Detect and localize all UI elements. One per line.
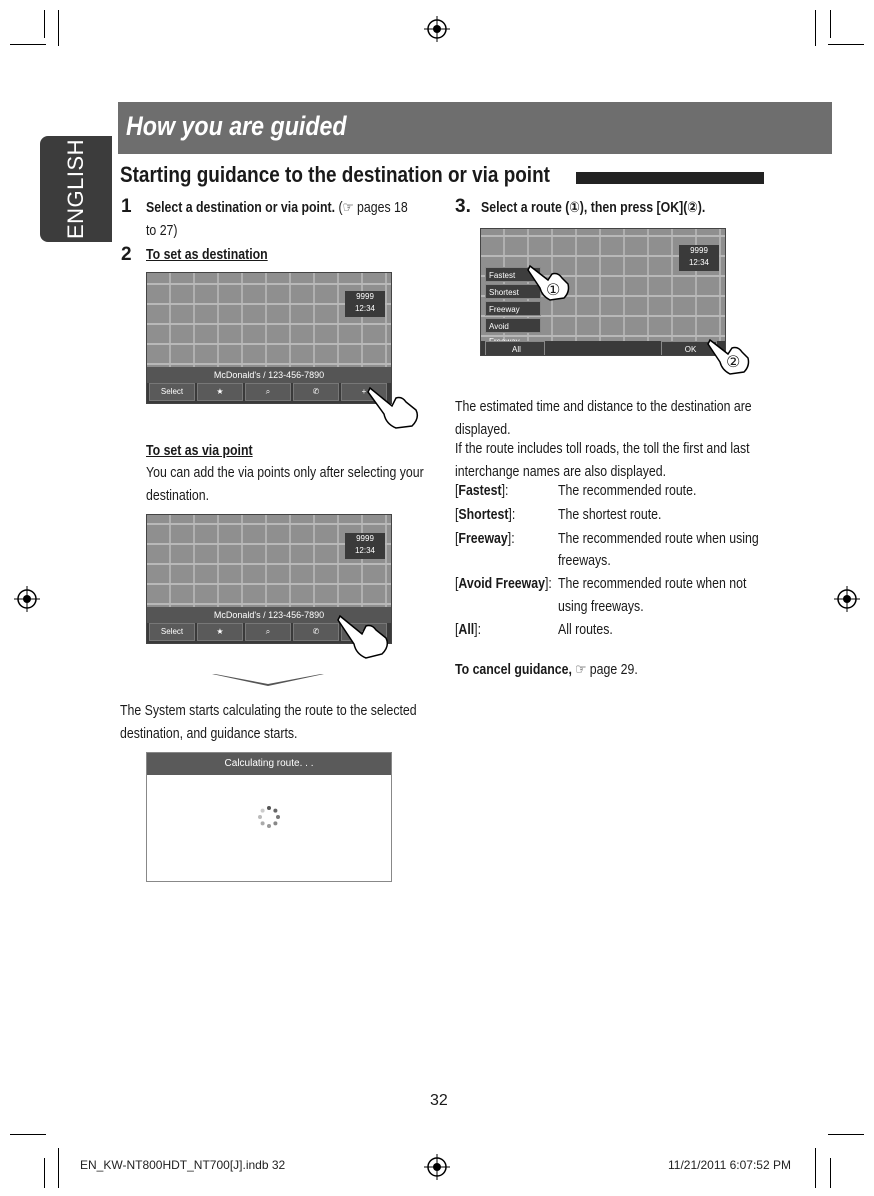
clock-panel: [345, 533, 385, 559]
crop-mark: [10, 44, 46, 45]
via-text-line2: destination.: [146, 488, 210, 504]
def-term-fastest: [Fastest]:: [455, 483, 509, 499]
step-3-text: Select a route (①), then press [OK](②).: [481, 200, 706, 216]
map-toolbar: [147, 383, 391, 403]
callout-2: ②: [726, 354, 741, 371]
def-term-label: Freeway: [458, 531, 508, 547]
cancel-guidance-note: [455, 659, 638, 682]
calculating-route-screen: [146, 752, 392, 882]
time-readout: 12:34: [688, 258, 710, 267]
step-1-page-ref: (☞ pages 18: [338, 200, 408, 216]
print-slug-left: EN_KW-NT800HDT_NT700[J].indb 32: [80, 1158, 286, 1172]
distance-readout: 9999: [356, 292, 374, 301]
cancel-guidance-label: To cancel guidance,: [455, 662, 572, 678]
def-desc-fastest: The recommended route.: [558, 483, 697, 499]
map-info-bar: McDonald's / 123-456-7890: [147, 367, 391, 383]
section-title: Starting guidance to the destination or via point: [120, 162, 550, 187]
result-text-line2: destination, and guidance starts.: [120, 726, 298, 742]
route-all-button[interactable]: All: [485, 341, 545, 356]
via-heading: To set as via point: [146, 443, 253, 459]
route-fastest-button[interactable]: Fastest: [485, 267, 541, 282]
select-button[interactable]: Select: [149, 383, 195, 401]
clock-panel: [345, 291, 385, 317]
clock-panel: [679, 245, 719, 271]
crop-mark: [828, 44, 864, 45]
language-label: ENGLISH: [63, 138, 88, 240]
info-line4: interchange names are also displayed.: [455, 464, 667, 480]
def-term-all: [All]:: [455, 622, 482, 638]
search-button[interactable]: ⌕: [245, 623, 291, 641]
route-toolbar: [481, 341, 725, 355]
pointing-hand-icon: [366, 384, 422, 430]
def-term-avoid-freeway: [Avoid Freeway]:: [455, 576, 552, 592]
crop-mark: [58, 10, 59, 46]
print-slug-right: 11/21/2011 6:07:52 PM: [668, 1158, 791, 1172]
def-desc-avoid-freeway: The recommended route when not: [558, 576, 747, 592]
def-desc-freeway-cont: freeways.: [558, 553, 611, 569]
route-select-screen: [480, 228, 726, 356]
def-term-label: Fastest: [458, 483, 502, 499]
crop-mark: [815, 1148, 816, 1188]
map-info-bar: McDonald's / 123-456-7890: [147, 607, 391, 623]
chapter-title: How you are guided: [126, 111, 347, 141]
crop-mark: [44, 1158, 45, 1188]
route-shortest-button[interactable]: Shortest: [485, 284, 541, 299]
crop-mark: [830, 10, 831, 38]
step-2-heading: To set as destination: [146, 247, 268, 263]
favorite-add-button[interactable]: ★: [197, 623, 243, 641]
step-1-text: [146, 197, 427, 220]
search-button[interactable]: ⌕: [245, 383, 291, 401]
crop-mark: [830, 1158, 831, 1188]
page-number: 32: [430, 1092, 448, 1109]
callout-1: ①: [546, 282, 561, 299]
loading-spinner-icon: [257, 805, 281, 829]
info-line3: If the route includes toll roads, the toll the first and last: [455, 441, 750, 457]
step-1-page-ref-cont: to 27): [146, 223, 178, 239]
flow-arrow-icon: [212, 674, 324, 686]
registration-mark-icon: [424, 1154, 450, 1180]
distance-readout: 9999: [356, 534, 374, 543]
def-desc-avoid-freeway-cont: using freeways.: [558, 599, 644, 615]
step-1-instruction: Select a destination or via point.: [146, 200, 336, 216]
registration-mark-icon: [14, 586, 40, 612]
favorite-add-button[interactable]: ★: [197, 383, 243, 401]
def-term-label: All: [458, 622, 475, 638]
chapter-banner: [118, 102, 832, 154]
step-number: 3.: [455, 196, 471, 217]
pointing-hand-icon: [336, 612, 392, 660]
calculating-title: Calculating route. . .: [147, 753, 391, 775]
def-term-shortest: [Shortest]:: [455, 507, 516, 523]
phone-button[interactable]: ✆: [293, 383, 339, 401]
section-title-bar: [576, 172, 764, 184]
def-desc-all: All routes.: [558, 622, 613, 638]
time-readout: 12:34: [354, 546, 376, 555]
result-text-line1: The System starts calculating the route to the selected: [120, 703, 417, 719]
registration-mark-icon: [424, 16, 450, 42]
ok-button[interactable]: OK: [661, 341, 717, 356]
def-desc-freeway: The recommended route when using: [558, 531, 759, 547]
def-term-freeway: [Freeway]:: [455, 531, 515, 547]
map-screen-destination: [146, 272, 392, 404]
route-avoid-freeway-button[interactable]: Avoid: [485, 318, 541, 333]
select-button[interactable]: Select: [149, 623, 195, 641]
route-freeway-button[interactable]: Freeway: [485, 301, 541, 316]
add-waypoint-button[interactable]: +: [341, 383, 387, 401]
language-tab: [40, 136, 112, 242]
crop-mark: [44, 10, 45, 38]
crop-mark: [815, 10, 816, 46]
crop-mark: [828, 1134, 864, 1135]
phone-button[interactable]: ✆: [293, 623, 339, 641]
crop-mark: [58, 1148, 59, 1188]
distance-readout: 9999: [690, 246, 708, 255]
def-desc-shortest: The shortest route.: [558, 507, 662, 523]
def-term-label: Shortest: [458, 507, 509, 523]
via-text-line1: You can add the via points only after selecting your: [146, 465, 424, 481]
info-line2: displayed.: [455, 422, 511, 438]
step-number: 2: [121, 244, 132, 265]
step-number: 1: [121, 196, 132, 217]
registration-mark-icon: [834, 586, 860, 612]
info-line1: The estimated time and distance to the destination are: [455, 399, 752, 415]
time-readout: 12:34: [354, 304, 376, 313]
def-term-label: Avoid Freeway: [458, 576, 545, 592]
cancel-guidance-ref: ☞ page 29.: [575, 662, 638, 678]
crop-mark: [10, 1134, 46, 1135]
